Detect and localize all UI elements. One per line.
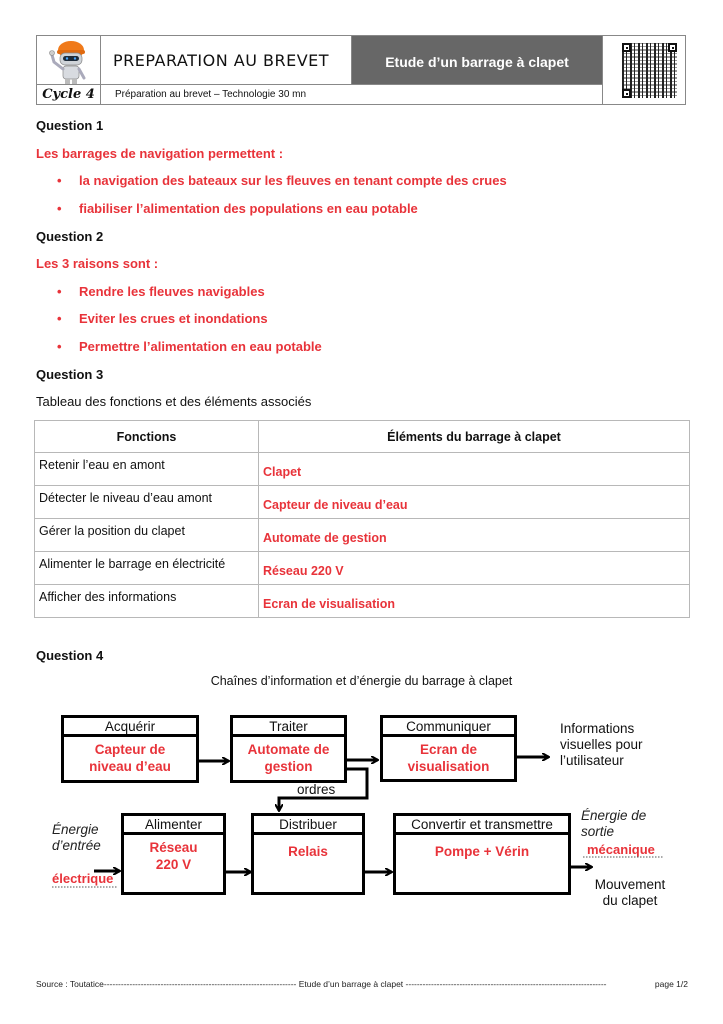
- function-cell: Détecter le niveau d’eau amont: [35, 486, 259, 519]
- energy-input-label: Énergie d’entrée: [52, 822, 101, 853]
- page-subtitle: Préparation au brevet – Technologie 30 mn: [115, 89, 307, 100]
- convertir-transmettre-box: [393, 813, 571, 895]
- element-label: Capteur de niveau d’eau: [89, 742, 171, 774]
- list-item: • Rendre les fleuves navigables: [57, 284, 265, 299]
- energy-output-label: Énergie de sortie: [581, 808, 647, 839]
- page-number: page 1/2: [649, 979, 688, 989]
- function-label: Acquérir: [64, 718, 196, 737]
- function-cell: Retenir l’eau en amont: [35, 453, 259, 486]
- list-item: • fiabiliser l’alimentation des populations en eau potable: [57, 201, 418, 216]
- page-title: PREPARATION AU BREVET: [101, 36, 352, 85]
- function-cell: Alimenter le barrage en électricité: [35, 552, 259, 585]
- function-label: Alimenter: [124, 816, 223, 835]
- alimenter-box: [121, 813, 226, 895]
- acquerir-box: [61, 715, 199, 783]
- cycle-label: Cycle 4: [37, 85, 101, 105]
- column-header: Fonctions: [35, 421, 259, 453]
- energy-input-answer: électrique: [52, 871, 114, 886]
- orders-label: ordres: [297, 782, 336, 797]
- element-cell: Réseau 220 V: [259, 552, 690, 585]
- function-cell: Afficher des informations: [35, 585, 259, 618]
- element-label: Ecran de visualisation: [407, 742, 490, 774]
- element-cell: Ecran de visualisation: [259, 585, 690, 618]
- column-header: Éléments du barrage à clapet: [259, 421, 690, 453]
- etude-title: Etude d’un barrage à clapet: [352, 36, 602, 85]
- movement-label: Mouvement du clapet: [594, 877, 666, 908]
- table-intro: Tableau des fonctions et des éléments associés: [36, 394, 312, 409]
- distribuer-box: [251, 813, 365, 895]
- element-cell: Automate de gestion: [259, 519, 690, 552]
- communiquer-box: [380, 715, 517, 782]
- function-label: Traiter: [233, 718, 344, 737]
- question-3-heading: Question 3: [36, 367, 104, 382]
- function-label: Convertir et transmettre: [396, 816, 568, 835]
- list-item: • Eviter les crues et inondations: [57, 311, 268, 326]
- footer-source: Source : Toutatice: [36, 979, 104, 989]
- function-label: Communiquer: [383, 718, 514, 737]
- footer-center: Etude d’un barrage à clapet: [298, 979, 404, 989]
- function-cell: Gérer la position du clapet: [35, 519, 259, 552]
- diagram-title: Chaînes d’information et d’énergie du barrage à clapet: [210, 674, 513, 688]
- question-1-heading: Question 1: [36, 118, 104, 133]
- element-label: Relais: [288, 844, 328, 859]
- energy-output-answer: mécanique: [587, 842, 655, 857]
- element-label: Automate de gestion: [247, 742, 330, 774]
- question-4-heading: Question 4: [36, 648, 104, 663]
- question-2-heading: Question 2: [36, 229, 104, 244]
- list-item: • Permettre l’alimentation en eau potable: [57, 339, 322, 354]
- element-label: Pompe + Vérin: [434, 844, 530, 859]
- page-footer: Source : Toutatice-------------------------------------------------------------------- Etude d’un barrage à clapet ----------------------------------------------------------------------- page 1/2: [36, 979, 688, 989]
- element-label: Réseau 220 V: [149, 840, 198, 872]
- element-cell: Clapet: [259, 453, 690, 486]
- element-cell: Capteur de niveau d’eau: [259, 486, 690, 519]
- question-2-lead: Les 3 raisons sont :: [36, 256, 159, 271]
- list-item: • la navigation des bateaux sur les fleuves en tenant compte des crues: [57, 173, 507, 188]
- question-1-lead: Les barrages de navigation permettent :: [36, 146, 284, 161]
- function-label: Distribuer: [254, 816, 362, 835]
- info-output-label: Informations visuelles pour l’utilisateur: [560, 721, 643, 768]
- traiter-box: [230, 715, 347, 783]
